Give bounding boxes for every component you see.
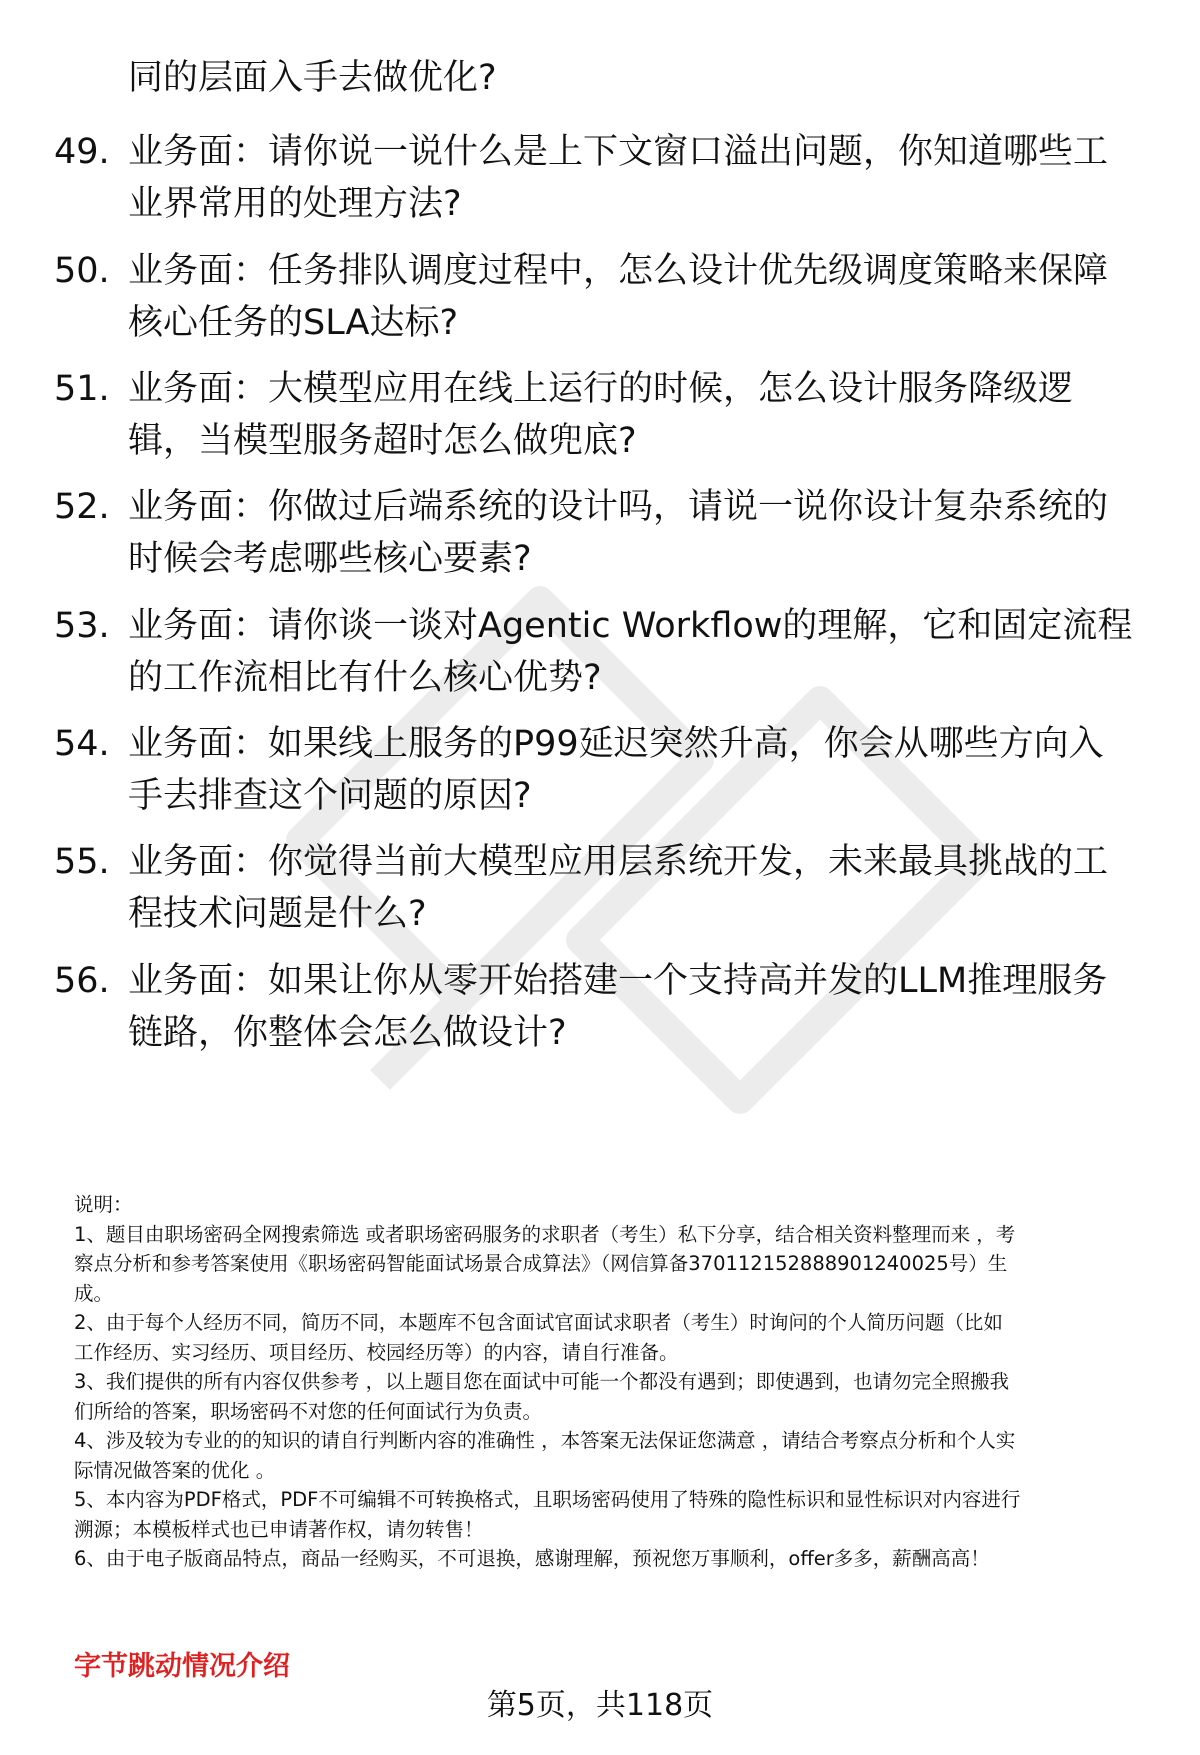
question-line: 程技术问题是什么? (128, 894, 427, 934)
note-line: 工作经历、实习经历、项目经历、校园经历等）的内容，请自行准备。 (74, 1340, 679, 1364)
question-line: 业务面：请你说一说什么是上下文窗口溢出问题，你知道哪些工 (128, 132, 1109, 172)
notes-section (74, 1190, 1164, 1574)
note-line: 际情况做答案的优化 。 (74, 1458, 276, 1482)
notes-title: 说明： (74, 1193, 133, 1216)
question-text (128, 363, 1158, 467)
question-line: 的工作流相比有什么核心优势? (128, 658, 602, 698)
note-line: 1、题目由职场密码全网搜索筛选 或者职场密码服务的求职者（考生）私下分享，结合相关资料整理而来 ，考 (74, 1222, 1016, 1246)
note-line: 们所给的答案，职场密码不对您的任何面试行为负责。 (74, 1399, 543, 1423)
question-line: 业务面：如果让你从零开始搭建一个支持高并发的LLM推理服务 (128, 961, 1108, 1001)
question-text (128, 836, 1158, 940)
question-number: 50. (54, 251, 110, 291)
question-line: 业务面：你做过后端系统的设计吗，请说一说你设计复杂系统的 (128, 487, 1109, 527)
question-line: 业务面：请你谈一谈对Agentic Workflow的理解，它和固定流程 (128, 606, 1133, 646)
question-line: 业界常用的处理方法? (128, 184, 462, 224)
question-line: 同的层面入手去做优化? (128, 58, 497, 98)
question-text (128, 245, 1158, 349)
question-line: 业务面：大模型应用在线上运行的时候，怎么设计服务降级逻 (128, 369, 1074, 409)
note-line: 察点分析和参考答案使用《职场密码智能面试场景合成算法》（网信算备370112152888901240025号）生 (74, 1252, 1008, 1275)
note-line: 5、本内容为PDF格式，PDF不可编辑不可转换格式，且职场密码使用了特殊的隐性标识和显性标识对内容进行 (74, 1488, 1021, 1511)
question-line: 业务面：你觉得当前大模型应用层系统开发，未来最具挑战的工 (128, 842, 1109, 882)
question-line: 时候会考虑哪些核心要素? (128, 539, 532, 579)
question-number: 51. (54, 369, 110, 409)
page-number: 第5页，共118页 (486, 1688, 714, 1723)
note-line: 成。 (74, 1281, 114, 1305)
question-text (128, 955, 1158, 1059)
question-text (128, 718, 1158, 822)
question-line: 业务面：任务排队调度过程中，怎么设计优先级调度策略来保障 (128, 251, 1109, 291)
question-line: 核心任务的SLA达标? (128, 303, 459, 343)
note-line: 4、涉及较为专业的的知识的请自行判断内容的准确性 ，本答案无法保证您满意 ，请结合考察点分析和个人实 (74, 1429, 1016, 1452)
question-number: 52. (54, 487, 110, 527)
question-number: 55. (54, 842, 110, 882)
question-line: 辑，当模型服务超时怎么做兜底? (128, 421, 637, 461)
question-text (128, 126, 1158, 230)
question-line: 链路，你整体会怎么做设计? (128, 1013, 567, 1053)
note-line: 3、我们提供的所有内容仅供参考 ，以上题目您在面试中可能一个都没有遇到；即使遇到，也请勿完全照搬我 (74, 1370, 1010, 1393)
question-line: 手去排查这个问题的原因? (128, 776, 532, 816)
question-line: 业务面：如果线上服务的P99延迟突然升高，你会从哪些方向入 (128, 724, 1104, 764)
note-line: 2、由于每个人经历不同，简历不同，本题库不包含面试官面试求职者（考生）时询问的个人简历问题（比如 (74, 1311, 1003, 1334)
note-line: 溯源；本模板样式也已申请著作权，请勿转售！ (74, 1517, 484, 1541)
question-number: 56. (54, 961, 110, 1001)
section-title: 字节跳动情况介绍 (74, 1651, 290, 1682)
question-number: 53. (54, 606, 110, 646)
question-text (128, 600, 1158, 704)
note-line: 6、由于电子版商品特点，商品一经购买，不可退换，感谢理解，预祝您万事顺利，offer多多，薪酬高高！ (74, 1547, 990, 1570)
question-text (128, 52, 1158, 104)
question-number: 54. (54, 724, 110, 764)
question-text (128, 481, 1158, 585)
question-number: 49. (54, 132, 110, 172)
